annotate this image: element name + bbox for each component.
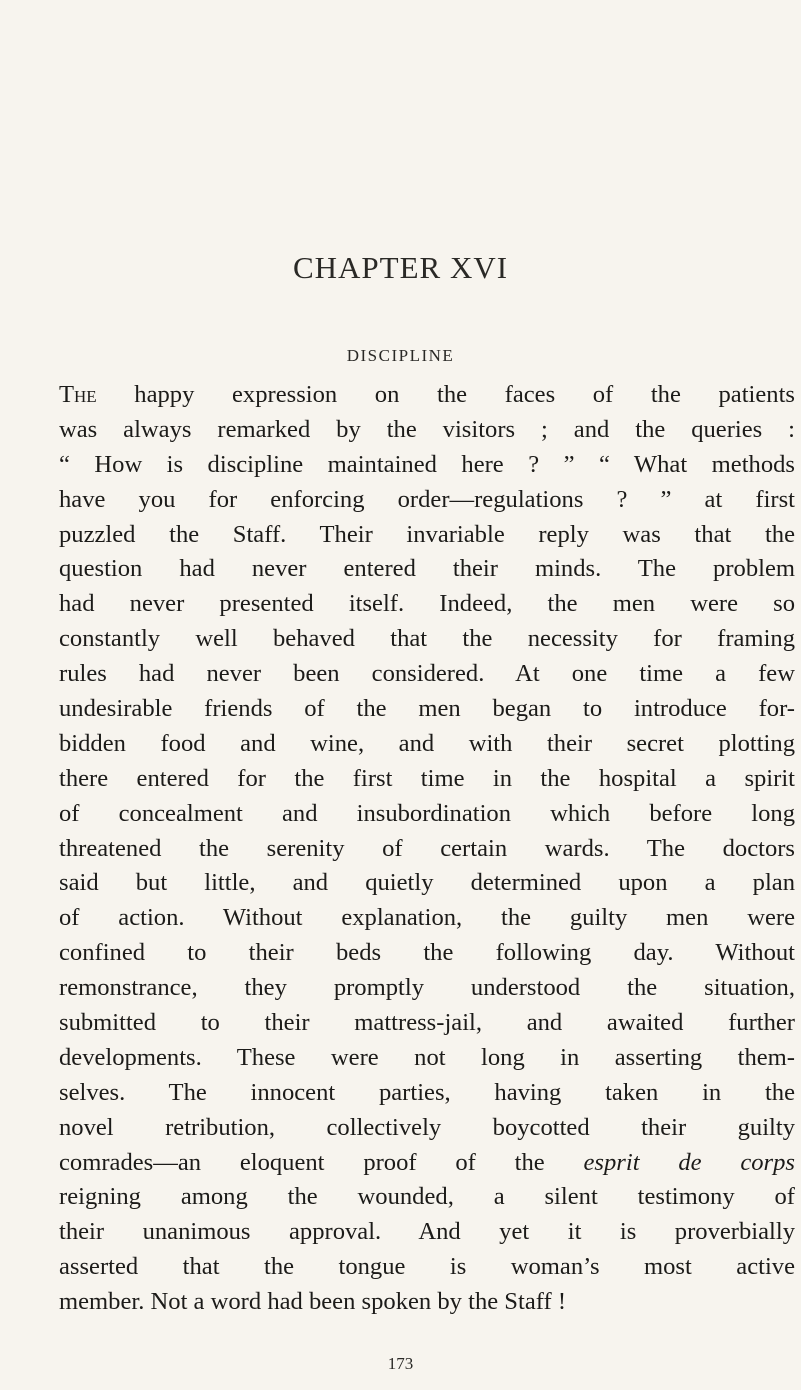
- text-line: constantly well behaved that the necessity for framing: [59, 625, 795, 653]
- text-line: rules had never been considered. At one time a few: [59, 660, 795, 688]
- text-line: undesirable friends of the men began to introduce for-: [59, 695, 795, 723]
- text-line: their unanimous approval. And yet it is proverbially: [59, 1218, 795, 1246]
- text-line: of concealment and insubordination which before long: [59, 799, 795, 827]
- text-line: comrades—an eloquent proof of the esprit de corps: [59, 1148, 795, 1176]
- page-number: 173: [387, 1354, 414, 1373]
- text-line: had never presented itself. Indeed, the men were so: [59, 590, 795, 618]
- text-line: puzzled the Staff. Their invariable reply was that the: [59, 520, 795, 548]
- text-line: was always remarked by the visitors ; and the queries :: [59, 415, 795, 443]
- body-paragraph: [59, 378, 795, 1320]
- text-line: submitted to their mattress-jail, and awaited further: [59, 1009, 795, 1037]
- text-line: there entered for the first time in the hospital a spirit: [59, 764, 795, 792]
- text-line: novel retribution, collectively boycotted their guilty: [59, 1113, 795, 1141]
- text-line: The happy expression on the faces of the patients: [59, 381, 795, 408]
- text-line: question had never entered their minds. The problem: [59, 555, 795, 583]
- chapter-heading: CHAPTER XVI: [292, 250, 509, 285]
- text-line: have you for enforcing order—regulations ? ” at first: [59, 485, 795, 513]
- chapter-title: DISCIPLINE: [346, 346, 455, 365]
- text-line: selves. The innocent parties, having taken in the: [59, 1078, 795, 1106]
- text-line: confined to their beds the following day. Without: [59, 939, 795, 967]
- italic-phrase: esprit de corps: [583, 1148, 795, 1176]
- text-line: member. Not a word had been spoken by the Staff !: [59, 1288, 567, 1316]
- opening-word: The: [59, 381, 97, 408]
- text-line: said but little, and quietly determined upon a plan: [59, 869, 795, 897]
- text-line: threatened the serenity of certain wards. The doctors: [59, 834, 795, 862]
- text-line: “ How is discipline maintained here ? ” “ What methods: [59, 450, 795, 478]
- text-line: asserted that the tongue is woman’s most active: [59, 1253, 795, 1281]
- text-line: developments. These were not long in asserting them-: [59, 1043, 795, 1071]
- text-line: of action. Without explanation, the guilty men were: [59, 904, 795, 932]
- text-line: remonstrance, they promptly understood the situation,: [59, 974, 795, 1002]
- text-line: bidden food and wine, and with their secret plotting: [59, 729, 795, 757]
- text-line: reigning among the wounded, a silent testimony of: [59, 1183, 795, 1211]
